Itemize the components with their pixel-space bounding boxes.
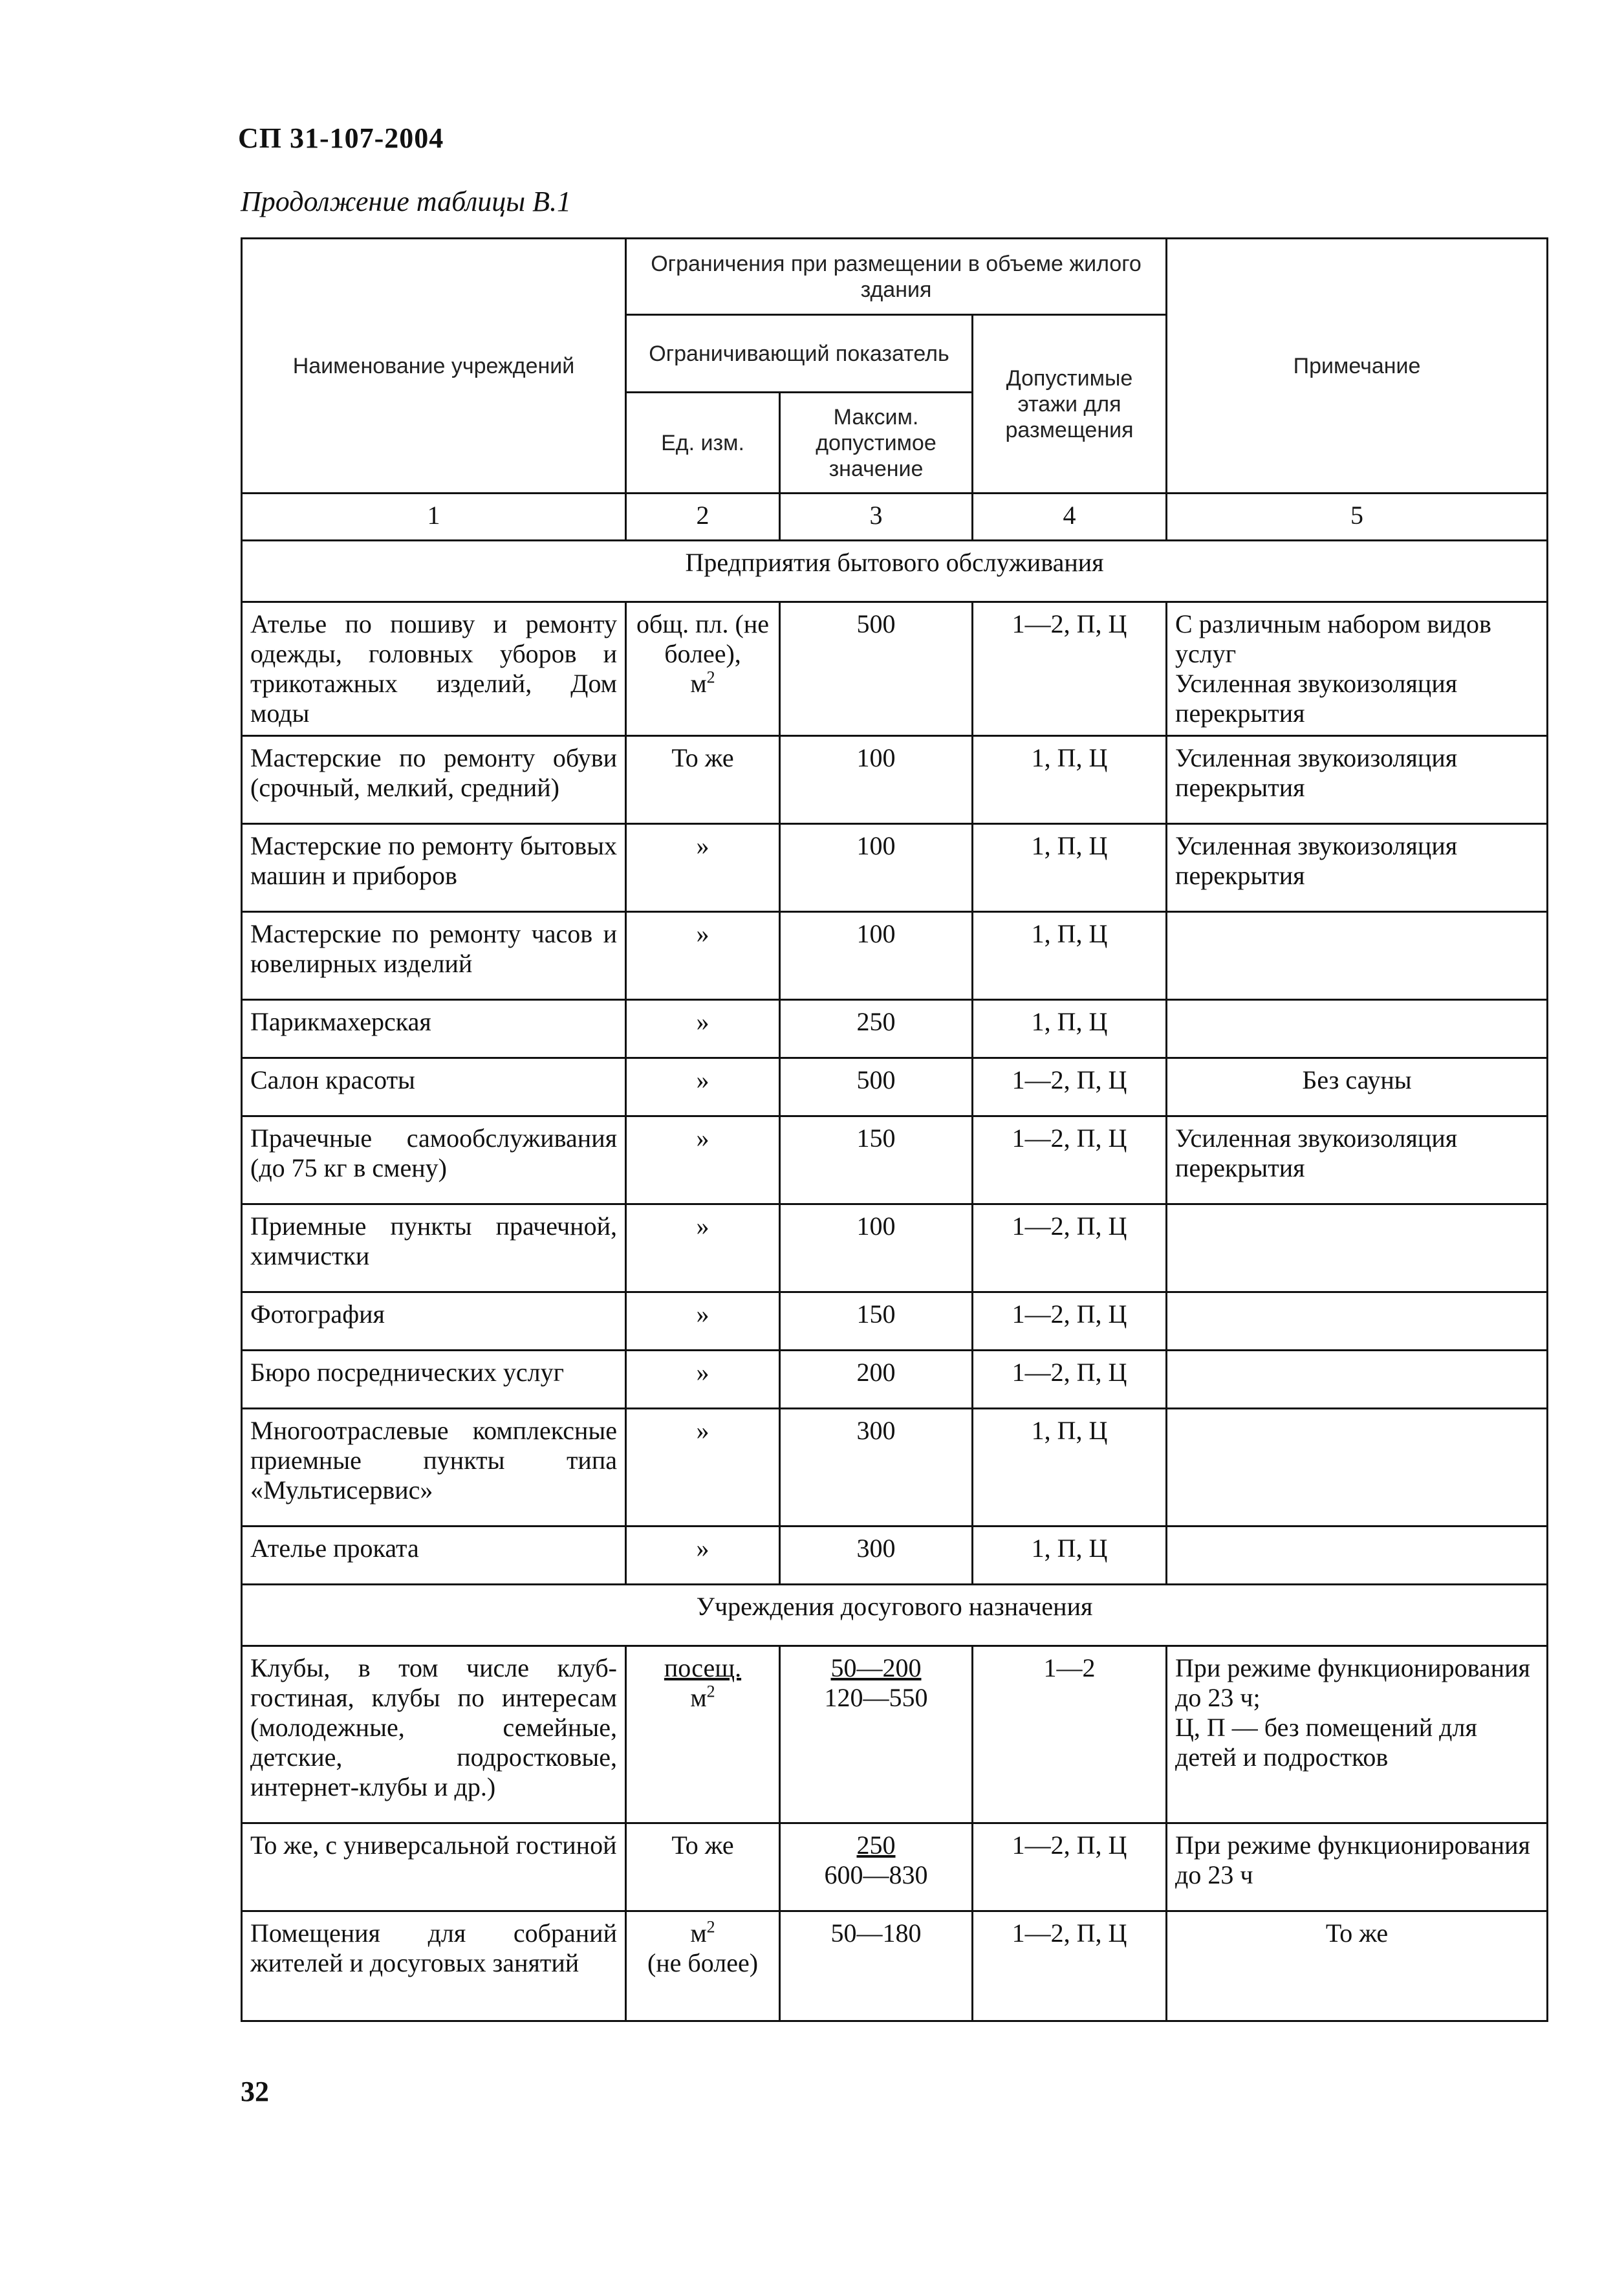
- unit-cell: То же: [626, 1823, 780, 1911]
- unit-cell: »: [626, 824, 780, 912]
- max-value: 50—180: [780, 1911, 973, 2021]
- header-restrictions: Ограничения при размещении в объеме жилого здания: [626, 239, 1167, 315]
- unit-m2: $м^2$: [690, 668, 715, 698]
- note-text: С различным набором видов услуг: [1175, 609, 1491, 668]
- column-number: 4: [973, 494, 1167, 541]
- table-row: [242, 736, 1548, 824]
- note-text: Усиленная звукоизоляция перекрытия: [1175, 669, 1458, 728]
- table-row: [242, 1911, 1548, 2021]
- note-text: Ц, П — без помещений для детей и подростков: [1175, 1713, 1477, 1772]
- note-text: При режиме функционирования до 23 ч;: [1175, 1653, 1530, 1712]
- institution-name: Помещения для собраний жителей и досуговых занятий: [242, 1911, 626, 2021]
- unit-cell: »: [626, 1116, 780, 1204]
- allowed-floors: 1, П, Ц: [973, 824, 1167, 912]
- note-cell: [1167, 1527, 1548, 1585]
- note-cell: [1167, 912, 1548, 1000]
- unit-cell: [626, 1646, 780, 1823]
- table-caption: Продолжение таблицы В.1: [241, 186, 571, 217]
- unit-cell: [626, 602, 780, 736]
- allowed-floors: 1—2, П, Ц: [973, 1911, 1167, 2021]
- unit-cell: »: [626, 1000, 780, 1058]
- section-title: Учреждения досугового назначения: [242, 1585, 1548, 1646]
- header-unit: Ед. изм.: [626, 393, 780, 494]
- institution-name: Мастерские по ремонту часов и ювелирных изделий: [242, 912, 626, 1000]
- max-value: 100: [780, 1204, 973, 1292]
- column-number: 5: [1167, 494, 1548, 541]
- allowed-floors: 1—2, П, Ц: [973, 1116, 1167, 1204]
- note-cell: Усиленная звукоизоляция перекрытия: [1167, 824, 1548, 912]
- max-value: 150: [780, 1116, 973, 1204]
- value-top: 50—200: [830, 1653, 922, 1682]
- table-row: [242, 1116, 1548, 1204]
- unit-cell: »: [626, 1351, 780, 1409]
- max-value: 200: [780, 1351, 973, 1409]
- table-row: [242, 1527, 1548, 1585]
- note-cell: Усиленная звукоизоляция перекрытия: [1167, 736, 1548, 824]
- header-limiting-indicator: Ограничивающий показатель: [626, 315, 973, 393]
- unit-text: посещ.: [664, 1653, 742, 1682]
- table-row: [242, 1823, 1548, 1911]
- unit-cell: [626, 1911, 780, 2021]
- note-cell: Без сауны: [1167, 1058, 1548, 1116]
- table-row: [242, 1292, 1548, 1351]
- note-cell: То же: [1167, 1911, 1548, 2021]
- max-value: 500: [780, 1058, 973, 1116]
- unit-text: общ. пл. (не более),: [636, 609, 769, 668]
- table-row: [242, 912, 1548, 1000]
- column-number: 1: [242, 494, 626, 541]
- header-floors: Допустимые этажи для размещения: [973, 315, 1167, 494]
- table-row: [242, 1058, 1548, 1116]
- allowed-floors: 1, П, Ц: [973, 912, 1167, 1000]
- allowed-floors: 1—2, П, Ц: [973, 1351, 1167, 1409]
- allowed-floors: 1, П, Ц: [973, 1409, 1167, 1527]
- max-value: [780, 1646, 973, 1823]
- note-cell: [1167, 1351, 1548, 1409]
- unit-cell: »: [626, 1292, 780, 1351]
- max-value: 300: [780, 1527, 973, 1585]
- table-row: [242, 1351, 1548, 1409]
- institution-name: Клубы, в том числе клуб-гостиная, клубы по интересам (молодежные, семейные, детские, подростковые, интернет-клубы и др.): [242, 1646, 626, 1823]
- column-number: 3: [780, 494, 973, 541]
- allowed-floors: 1—2, П, Ц: [973, 1823, 1167, 1911]
- institution-name: Фотография: [242, 1292, 626, 1351]
- max-value: 150: [780, 1292, 973, 1351]
- page-number: 32: [241, 2076, 269, 2107]
- unit-cell: »: [626, 1058, 780, 1116]
- section-title: Предприятия бытового обслуживания: [242, 541, 1548, 602]
- max-value: 250: [780, 1000, 973, 1058]
- allowed-floors: 1—2: [973, 1646, 1167, 1823]
- header-name: Наименование учреждений: [242, 239, 626, 494]
- table-row: [242, 1000, 1548, 1058]
- table-row: [242, 602, 1548, 736]
- unit-cell: »: [626, 912, 780, 1000]
- note-cell: [1167, 1292, 1548, 1351]
- allowed-floors: 1, П, Ц: [973, 1000, 1167, 1058]
- note-cell: [1167, 1646, 1548, 1823]
- institution-name: Мастерские по ремонту обуви (срочный, мелкий, средний): [242, 736, 626, 824]
- allowed-floors: 1—2, П, Ц: [973, 602, 1167, 736]
- unit-cell: »: [626, 1204, 780, 1292]
- note-cell: [1167, 1409, 1548, 1527]
- unit-m2: $м^2$: [690, 1682, 715, 1712]
- table-row: [242, 1204, 1548, 1292]
- header-max-value: Максим. допустимое значение: [780, 393, 973, 494]
- allowed-floors: 1—2, П, Ц: [973, 1292, 1167, 1351]
- table-row: [242, 824, 1548, 912]
- column-number: 2: [626, 494, 780, 541]
- institution-name: Салон красоты: [242, 1058, 626, 1116]
- max-value: 300: [780, 1409, 973, 1527]
- unit-cell: »: [626, 1527, 780, 1585]
- note-cell: [1167, 1000, 1548, 1058]
- table-row: [242, 1646, 1548, 1823]
- institution-name: Прачечные самообслуживания (до 75 кг в смену): [242, 1116, 626, 1204]
- allowed-floors: 1, П, Ц: [973, 736, 1167, 824]
- value-top: 250: [856, 1831, 896, 1860]
- institution-name: Приемные пункты прачечной, химчистки: [242, 1204, 626, 1292]
- note-cell: Усиленная звукоизоляция перекрытия: [1167, 1116, 1548, 1204]
- document-code: СП 31-107-2004: [238, 122, 444, 154]
- institution-name: Ателье проката: [242, 1527, 626, 1585]
- institution-name: Ателье по пошиву и ремонту одежды, головных уборов и трикотажных изделий, Дом моды: [242, 602, 626, 736]
- note-cell: При режиме функционирования до 23 ч: [1167, 1823, 1548, 1911]
- institution-name: Бюро посреднических услуг: [242, 1351, 626, 1409]
- max-value: 100: [780, 824, 973, 912]
- max-value: 100: [780, 736, 973, 824]
- column-numbers-row: [242, 494, 1548, 541]
- header-note: Примечание: [1167, 239, 1548, 494]
- table-row: [242, 1409, 1548, 1527]
- allowed-floors: 1—2, П, Ц: [973, 1058, 1167, 1116]
- value-bottom: 120—550: [824, 1683, 928, 1712]
- unit-m2: $м^2$: [690, 1917, 715, 1948]
- max-value: [780, 1823, 973, 1911]
- institution-name: Парикмахерская: [242, 1000, 626, 1058]
- data-table: [241, 237, 1548, 2022]
- allowed-floors: 1, П, Ц: [973, 1527, 1167, 1585]
- note-cell: [1167, 1204, 1548, 1292]
- allowed-floors: 1—2, П, Ц: [973, 1204, 1167, 1292]
- unit-cell: »: [626, 1409, 780, 1527]
- unit-cell: То же: [626, 736, 780, 824]
- institution-name: Мастерские по ремонту бытовых машин и приборов: [242, 824, 626, 912]
- unit-text: (не более): [647, 1948, 759, 1977]
- max-value: 100: [780, 912, 973, 1000]
- section-heading-row: [242, 1585, 1548, 1646]
- value-bottom: 600—830: [824, 1860, 928, 1889]
- section-heading-row: [242, 541, 1548, 602]
- max-value: 500: [780, 602, 973, 736]
- institution-name: То же, с универсальной гостиной: [242, 1823, 626, 1911]
- note-cell: [1167, 602, 1548, 736]
- institution-name: Многоотраслевые комплексные приемные пункты типа «Мультисервис»: [242, 1409, 626, 1527]
